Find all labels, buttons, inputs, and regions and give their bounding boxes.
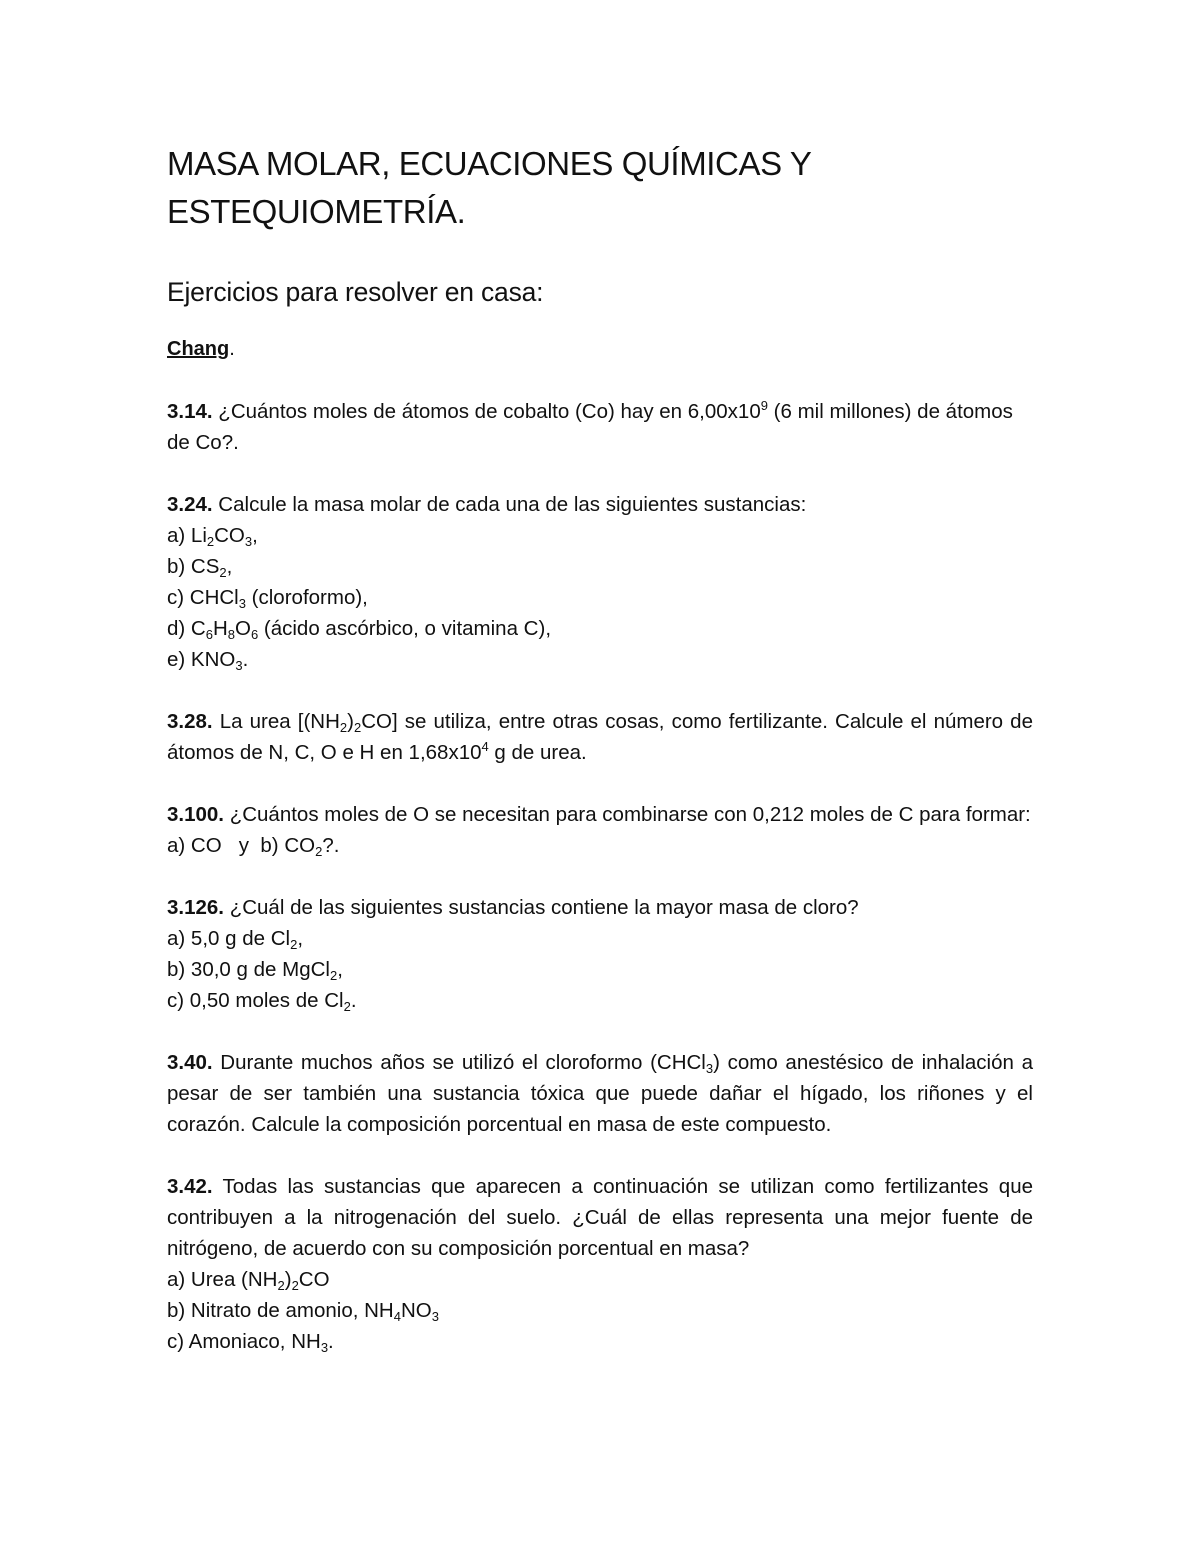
subscript: 2 [329,968,338,983]
document-content [167,140,1033,1357]
exercise-3-40 [167,1047,1033,1140]
page-title [167,140,1033,236]
exercise-number: 3.24. [167,493,213,516]
exercise-number: 3.100. [167,803,224,826]
exercise-number: 3.40. [167,1051,213,1074]
exercise-intro [167,489,1033,520]
option-text: , [252,524,258,547]
option-text: a) 5,0 g de Cl [167,927,291,950]
exercise-text: (6 mil millones) de átomos de Co?. [167,400,1013,454]
option-text: a) Urea (NH [167,1268,278,1291]
option-text: NO [400,1299,432,1322]
option-text: CO [214,524,245,547]
source-heading [167,334,1033,365]
subscript: 2 [343,999,351,1014]
option-text: , [226,555,233,578]
exercise-text: ¿Cuántos moles de átomos de cobalto (Co) hay en 6,00x10 [212,400,761,423]
exercise-text: ¿Cuántos moles de O se necesitan para combinarse con 0,212 moles de C para formar: [224,803,1031,826]
exercise-text: ) como anestésico de inhalación a pesar de ser también una sustancia tóxica que puede dañar el hígado, los riñones y el corazón. Calcule la composición porcentual en masa de este compuesto. [167,1051,1033,1136]
option-text: ?. [322,834,340,857]
option-text: b) 30,0 g de MgCl [167,958,330,981]
section-subtitle: Ejercicios para resolver en casa: [167,277,544,307]
exercise-text: CO] se utiliza, entre otras cosas, como fertilizante. Calcule el número de átomos de N, C, O e H en 1,68x10 [167,710,1033,764]
option-text: ) [284,1268,292,1291]
exercise-number: 3.126. [167,896,224,919]
subscript: 3 [705,1061,714,1076]
source-dot: . [229,338,235,360]
option-d [167,613,1033,644]
subscript: 2 [353,720,362,735]
option-text: . [350,989,357,1012]
option-text: , [337,958,343,981]
subscript: 6 [250,627,259,642]
subscript: 3 [235,658,243,673]
subscript: 2 [277,1278,285,1293]
exercise-3-14 [167,396,1033,458]
options-ab [167,830,1033,861]
option-text: b) Nitrato de amonio, NH [167,1299,394,1322]
subscript: 2 [290,937,298,952]
option-text: . [242,648,249,671]
subscript: 2 [315,844,323,859]
option-text: CO [298,1268,330,1291]
exercise-number: 3.28. [167,710,213,733]
exercise-text: La urea [(NH [212,710,340,733]
option-text: c) Amoniaco, NH [167,1330,321,1353]
exercise-intro [167,892,1033,923]
subscript: 8 [227,627,236,642]
exercise-text: Calcule la masa molar de cada una de las siguientes sustancias: [212,493,807,516]
subscript: 3 [320,1340,329,1355]
exercise-3-28 [167,706,1033,768]
superscript: 9 [760,398,768,413]
exercise-intro [167,799,1033,830]
option-text: c) 0,50 moles de Cl [167,989,344,1012]
option-text: (ácido ascórbico, o vitamina C), [258,617,552,640]
option-text: e) KNO [167,648,236,671]
subscript: 6 [205,627,213,642]
option-text: (cloroformo), [245,586,368,609]
option-c [167,1326,1033,1357]
option-b [167,954,1033,985]
option-b [167,1295,1033,1326]
option-a [167,923,1033,954]
subscript: 4 [393,1309,401,1324]
option-a [167,1264,1033,1295]
exercise-text: Durante muchos años se utilizó el cloroformo (CHCl [212,1051,706,1074]
exercise-text: Todas las sustancias que aparecen a continuación se utilizan como fertilizantes que contribuyen a la nitrogenación del suelo. ¿Cuál de ellas representa una mejor fuente de nitrógeno, de acuerdo con su composición porcentual en masa? [167,1175,1033,1260]
exercise-3-42 [167,1171,1033,1357]
exercise-3-24 [167,489,1033,675]
subscript: 2 [206,534,215,549]
option-e [167,644,1033,675]
option-text: a) CO y b) CO [167,834,316,857]
option-a [167,520,1033,551]
subscript: 3 [431,1309,439,1324]
option-text: c) CHCl [167,586,239,609]
option-text: d) C [167,617,206,640]
superscript: 4 [481,739,489,754]
option-text: b) CS [167,555,220,578]
subscript: 2 [291,1278,299,1293]
subscript: 2 [339,720,348,735]
option-text: O [235,617,251,640]
exercise-3-100 [167,799,1033,861]
source-name: Chang [167,338,230,360]
subscript: 3 [244,534,253,549]
option-b [167,551,1033,582]
option-text: , [297,927,304,950]
exercise-text: ) [347,710,354,733]
title-line-1: MASA MOLAR, ECUACIONES QUÍMICAS Y [167,145,812,182]
exercise-text: g de urea. [488,741,587,764]
exercise-number: 3.42. [167,1175,213,1198]
subscript: 3 [238,596,246,611]
option-c [167,985,1033,1016]
exercise-number: 3.14. [167,400,213,423]
option-text: . [328,1330,334,1353]
option-text: H [212,617,228,640]
option-text: a) Li [167,524,207,547]
option-c [167,582,1033,613]
exercise-3-126 [167,892,1033,1016]
exercise-text: ¿Cuál de las siguientes sustancias contiene la mayor masa de cloro? [224,896,859,919]
exercise-intro [167,1171,1033,1264]
subscript: 2 [219,565,227,580]
title-line-2: ESTEQUIOMETRÍA. [167,193,466,230]
